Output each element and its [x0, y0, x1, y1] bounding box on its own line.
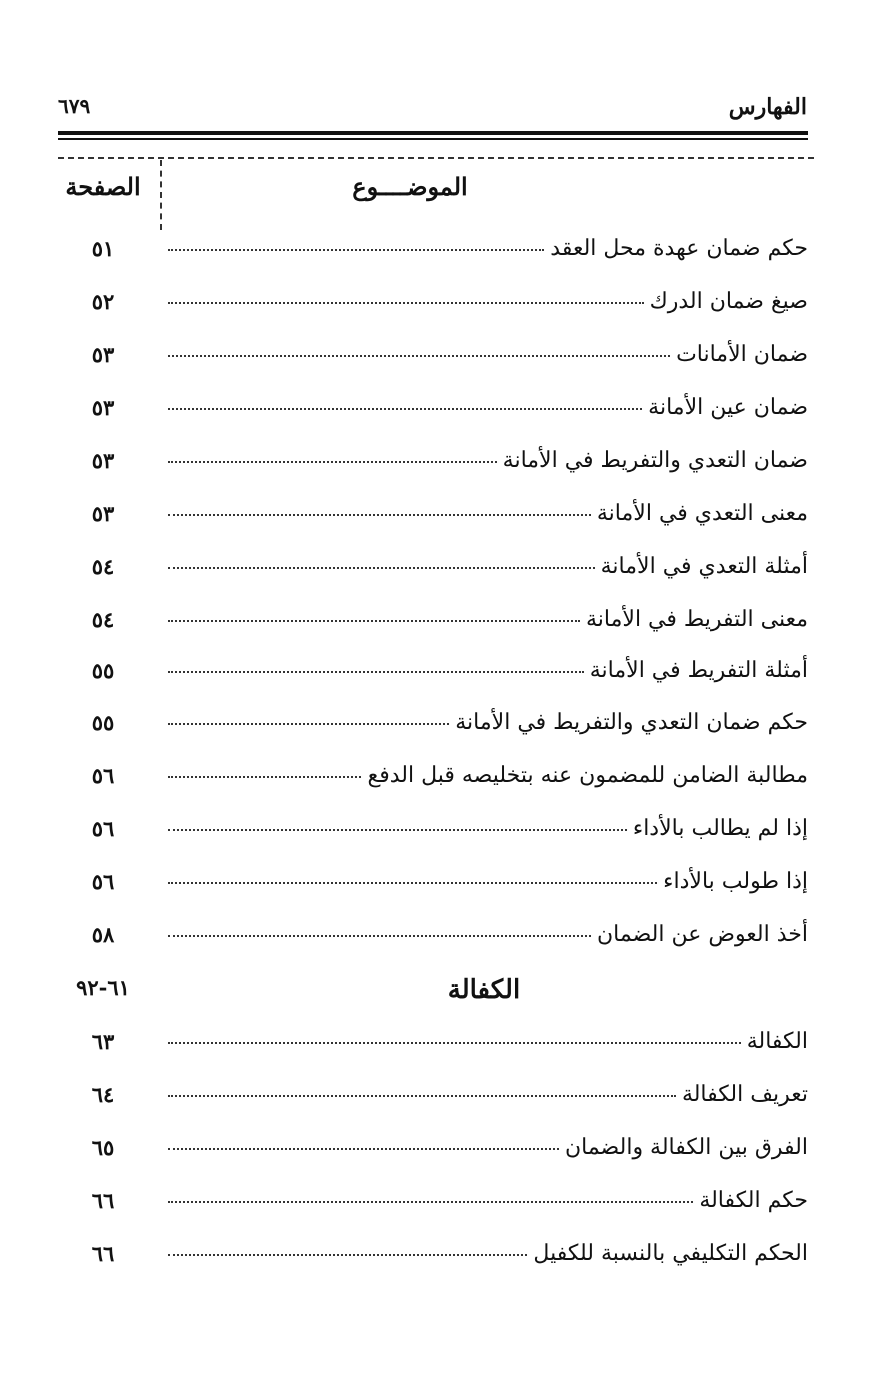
- leader-dots: [168, 514, 591, 516]
- entry-topic: ضمان الأمانات: [676, 342, 808, 367]
- entry-page: ٦٦: [91, 1241, 115, 1266]
- section-page-range: ٦١-٩٢: [76, 975, 130, 1000]
- leader-dots: [168, 408, 642, 410]
- entry-page: ٥٣: [91, 501, 115, 526]
- index-entry: [58, 501, 808, 541]
- index-entry: [58, 658, 808, 698]
- topic-column-heading: الموضــــوع: [352, 172, 468, 201]
- index-entry: [58, 607, 808, 647]
- index-entry: [58, 289, 808, 329]
- index-entry: [58, 763, 808, 803]
- index-entry: [58, 922, 808, 962]
- leader-dots: [168, 620, 580, 622]
- entry-page: ٥٤: [91, 554, 115, 579]
- entry-page: ٥٤: [91, 607, 115, 632]
- entry-page: ٥٦: [91, 763, 115, 788]
- leader-dots: [168, 882, 657, 884]
- entry-page: ٥٣: [91, 448, 115, 473]
- entry-page: ٥١: [91, 236, 115, 261]
- leader-dots: [168, 671, 584, 673]
- index-entry: [58, 236, 808, 276]
- entry-topic: الحكم التكليفي بالنسبة للكفيل: [533, 1241, 808, 1266]
- leader-dots: [168, 461, 497, 463]
- entry-topic: الفرق بين الكفالة والضمان: [564, 1135, 808, 1160]
- entry-topic: إذا طولب بالأداء: [663, 869, 808, 894]
- entry-page: ٥٦: [91, 869, 115, 894]
- page-column-heading: الصفحة: [65, 172, 141, 201]
- entry-topic: الكفالة: [746, 1029, 808, 1054]
- entry-page: ٥٣: [91, 342, 115, 367]
- index-entry: [58, 395, 808, 435]
- index-entry: [58, 869, 808, 909]
- section-heading: [58, 975, 808, 1019]
- index-entry: [58, 1082, 808, 1122]
- leader-dots: [168, 1201, 693, 1203]
- header-rule-thin: [58, 138, 808, 140]
- entry-topic: ضمان عين الأمانة: [648, 395, 808, 420]
- leader-dots: [168, 249, 544, 251]
- leader-dots: [168, 723, 449, 725]
- entry-topic: ضمان التعدي والتفريط في الأمانة: [502, 448, 808, 473]
- index-entry: [58, 342, 808, 382]
- entry-page: ٥٢: [91, 289, 115, 314]
- entry-page: ٥٣: [91, 395, 115, 420]
- entry-page: ٥٥: [91, 658, 115, 683]
- entry-topic: حكم ضمان عهدة محل العقد: [550, 236, 808, 261]
- header-title: الفهارس: [728, 94, 807, 120]
- leader-dots: [168, 1042, 741, 1044]
- index-entry: [58, 1135, 808, 1175]
- entry-page: ٥٥: [91, 710, 115, 735]
- entry-page: ٦٥: [91, 1135, 115, 1160]
- entry-page: ٦٦: [91, 1188, 115, 1213]
- entry-page: ٥٦: [91, 816, 115, 841]
- index-entry: [58, 710, 808, 750]
- entry-topic: أمثلة التعدي في الأمانة: [600, 554, 808, 579]
- leader-dots: [168, 567, 595, 569]
- leader-dots: [168, 776, 361, 778]
- leader-dots: [168, 829, 627, 831]
- leader-dots: [168, 1148, 559, 1150]
- index-entry: [58, 1241, 808, 1281]
- entry-page: ٦٤: [91, 1082, 115, 1107]
- index-entry: [58, 816, 808, 856]
- leader-dots: [168, 935, 591, 937]
- entry-topic: مطالبة الضامن للمضمون عنه بتخليصه قبل الدفع: [367, 763, 808, 788]
- entry-topic: صيغ ضمان الدرك: [649, 289, 808, 314]
- entry-topic: معنى التفريط في الأمانة: [586, 607, 808, 632]
- entry-topic: تعريف الكفالة: [681, 1082, 808, 1107]
- index-entry: [58, 448, 808, 488]
- entry-topic: حكم الكفالة: [699, 1188, 808, 1213]
- leader-dots: [168, 302, 644, 304]
- index-entry: [58, 554, 808, 594]
- section-title: الكفالة: [447, 975, 521, 1005]
- leader-dots: [168, 355, 670, 357]
- entry-topic: معنى التعدي في الأمانة: [596, 501, 808, 526]
- entry-topic: أخذ العوض عن الضمان: [597, 922, 808, 947]
- entry-topic: أمثلة التفريط في الأمانة: [589, 658, 808, 683]
- index-entry: [58, 1029, 808, 1069]
- entry-topic: حكم ضمان التعدي والتفريط في الأمانة: [455, 710, 808, 735]
- entry-page: ٥٨: [91, 922, 115, 947]
- running-header: [58, 94, 807, 134]
- index-entry: [58, 1188, 808, 1228]
- column-head-divider: [58, 157, 814, 159]
- entry-topic: إذا لم يطالب بالأداء: [632, 816, 808, 841]
- entry-page: ٦٣: [91, 1029, 115, 1054]
- page-number: ٦٧٩: [58, 94, 91, 118]
- header-rule-thick: [58, 131, 808, 135]
- leader-dots: [168, 1095, 676, 1097]
- leader-dots: [168, 1254, 527, 1256]
